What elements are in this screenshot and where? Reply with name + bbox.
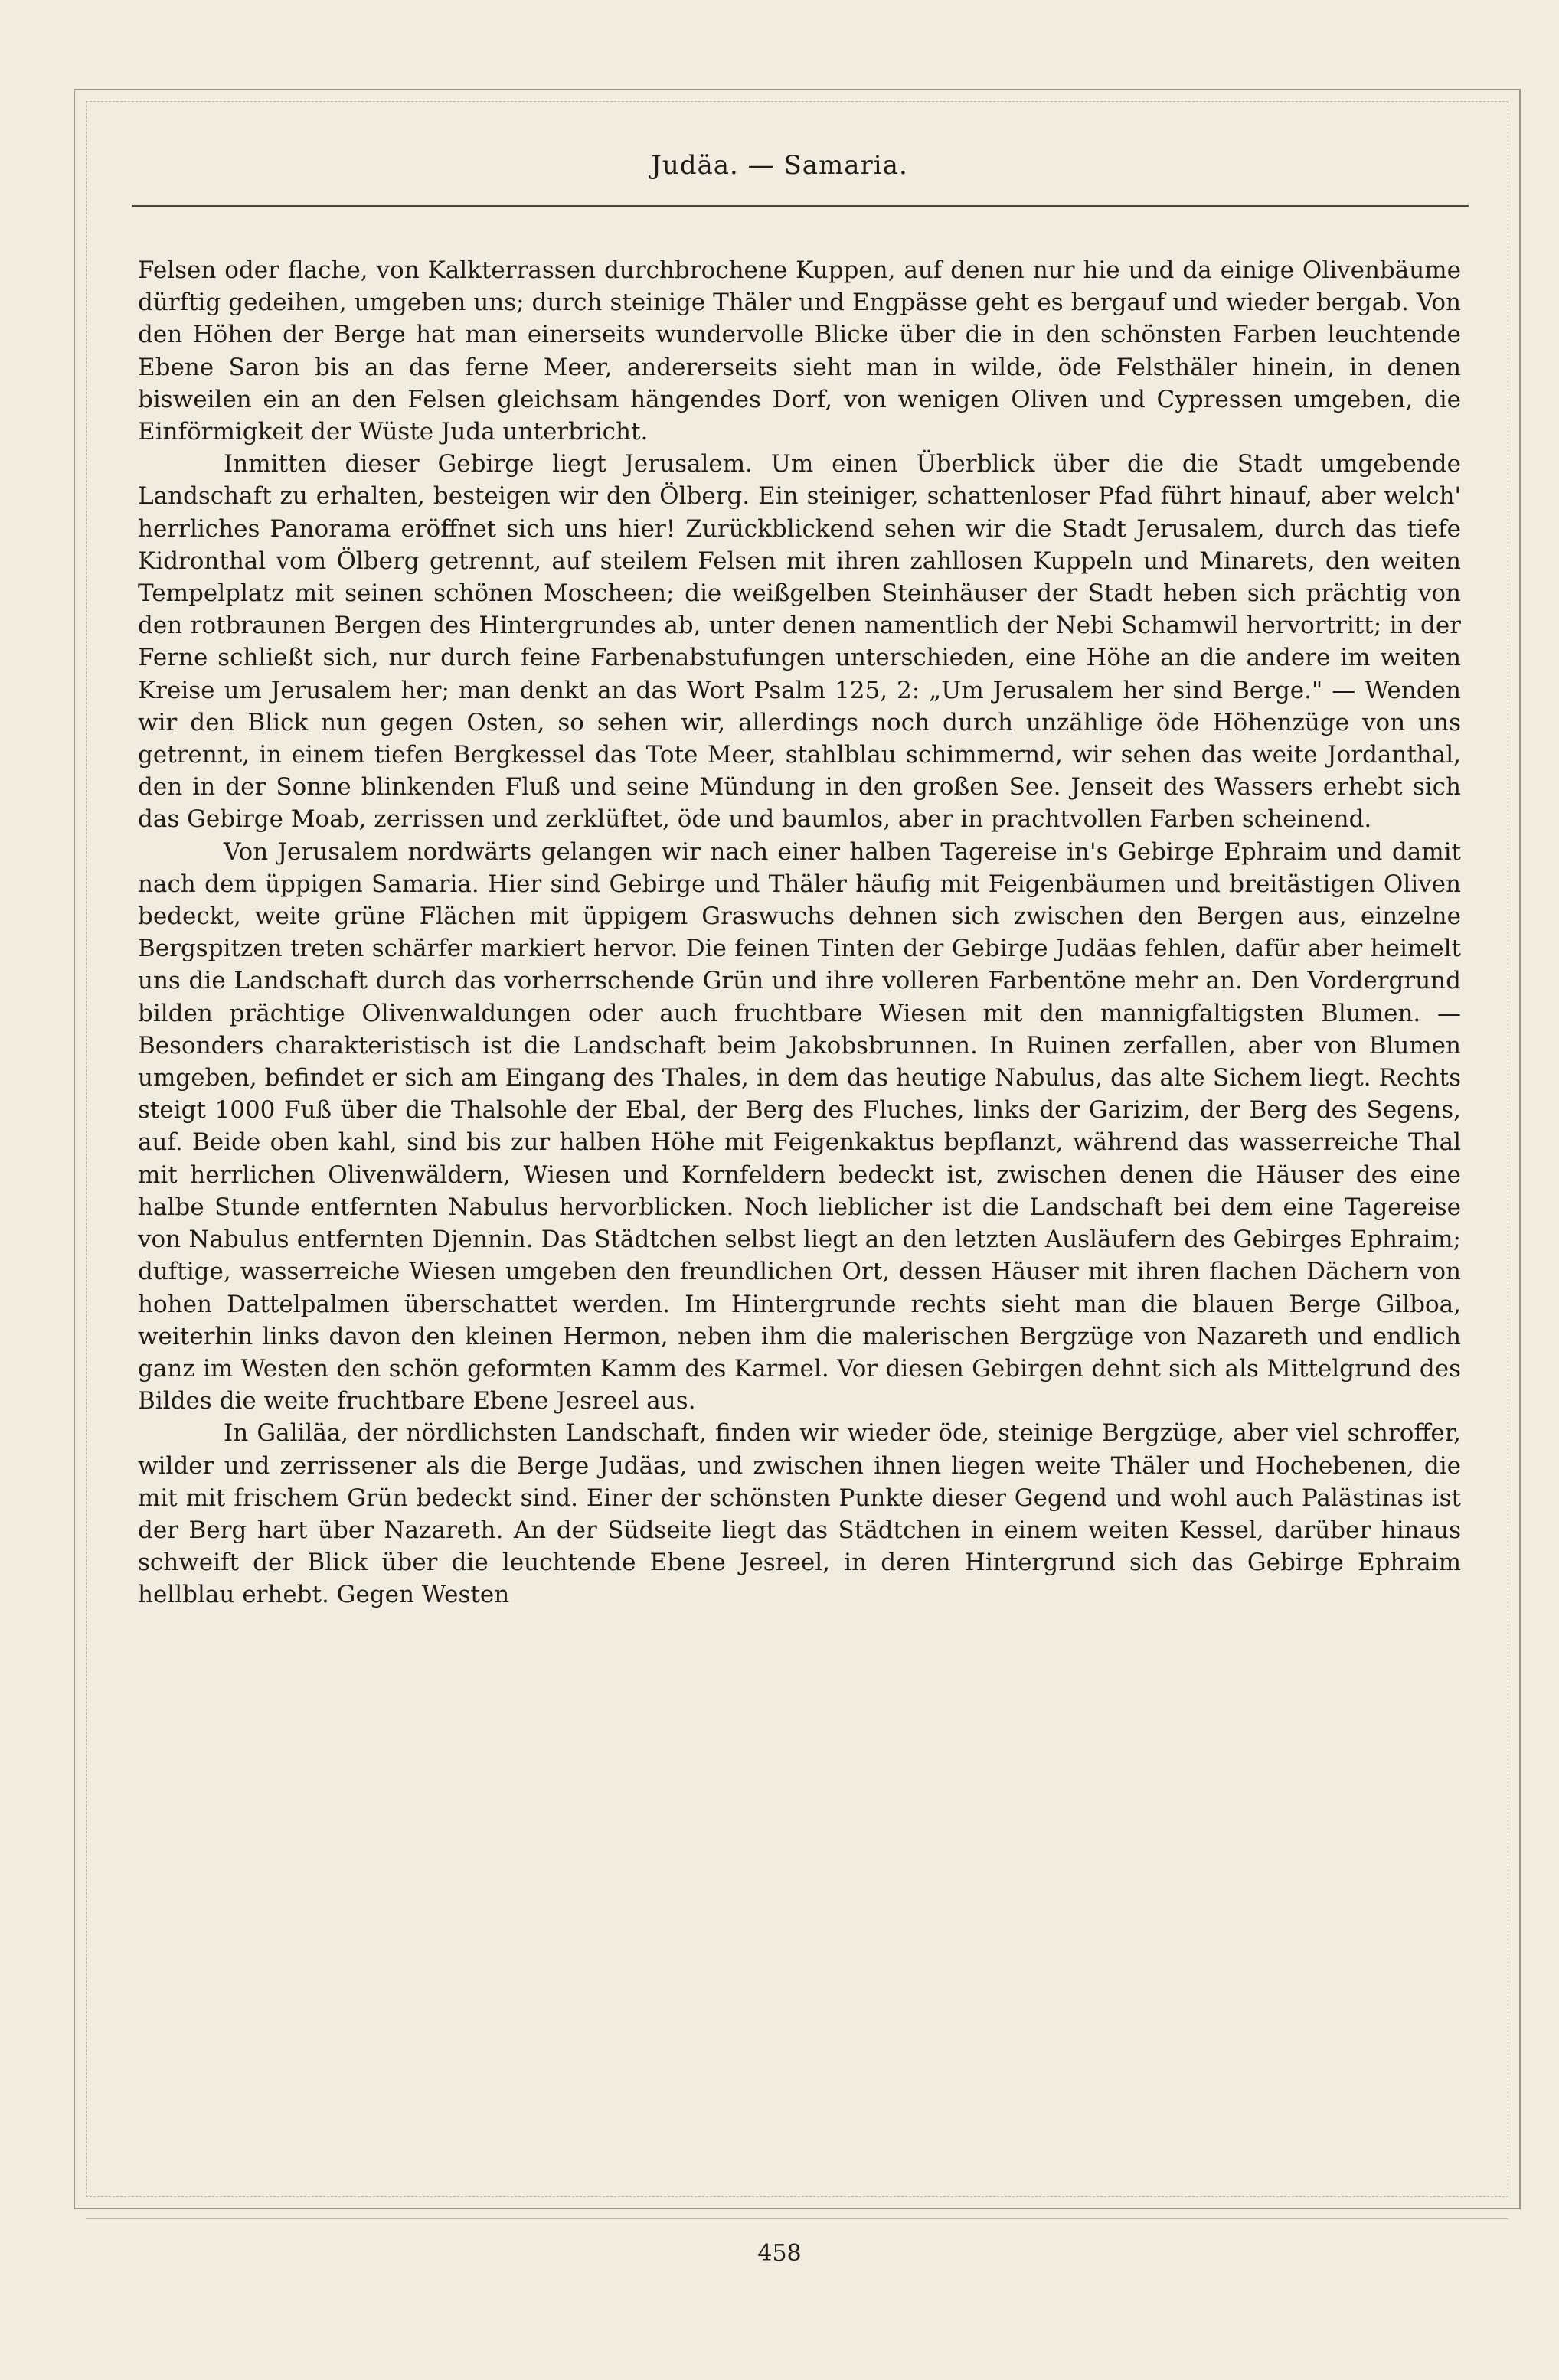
header-rule [132, 205, 1469, 207]
paragraph: Inmitten dieser Gebirge liegt Jerusalem. Um einen Überblick über die die Stadt umgebende Landschaft zu erhalten, besteigen wir den Ölberg. Ein steiniger, schattenloser Pfad führt hinauf, aber welch' herrliches Panorama eröffnet sich uns hier! Zurückblickend sehen wir die Stadt Jerusalem, durch das tiefe Kidronthal vom Ölberg getrennt, auf steilem Felsen mit ihren zahllosen Kuppeln und Minarets, den weiten Tempelplatz mit seinen schönen Moscheen; die weißgelben Steinhäuser der Stadt heben sich prächtig von den rotbraunen Bergen des Hintergrundes ab, unter denen namentlich der Nebi Schamwil hervortritt; in der Ferne schließt sich, nur durch feine Farbenabstufungen unterschieden, eine Höhe an die andere im weiten Kreise um Jerusalem her; man denkt an das Wort Psalm 125, 2: „Um Jerusalem her sind Berge." — Wenden wir den Blick nun gegen Osten, so sehen wir, allerdings noch durch unzählige öde Höhenzüge von uns getrennt, in einem tiefen Bergkessel das Tote Meer, stahlblau schimmernd, wir sehen das weite Jordanthal, den in der Sonne blinkenden Fluß und seine Mündung in den großen See. Jenseit des Wassers erhebt sich das Gebirge Moab, zerrissen und zerklüftet, öde und baumlos, aber in prachtvollen Farben scheinend. [138, 450, 1461, 834]
paragraph: Von Jerusalem nordwärts gelangen wir nach einer halben Tagereise in's Gebirge Ephraim und damit nach dem üppigen Samaria. Hier sind Gebirge und Thäler häufig mit Feigenbäumen und breitästigen Oliven bedeckt, weite grüne Flächen mit üppigem Graswuchs dehnen sich zwischen den Bergen aus, einzelne Bergspitzen treten schärfer markiert hervor. Die feinen Tinten der Gebirge Judäas fehlen, dafür aber heimelt uns die Landschaft durch das vorherrschende Grün und ihre volleren Farbentöne mehr an. Den Vordergrund bilden prächtige Olivenwaldungen oder auch fruchtbare Wiesen mit den mannigfaltigsten Blumen. — Besonders charakteristisch ist die Landschaft beim Jakobsbrunnen. In Ruinen zerfallen, aber von Blumen umgeben, befindet er sich am Eingang des Thales, in dem das heutige Nabulus, das alte Sichem liegt. Rechts steigt 1000 Fuß über die Thalsohle der Ebal, der Berg des Fluches, links der Garizim, der Berg des Segens, auf. Beide oben kahl, sind bis zur halben Höhe mit Feigenkaktus bepflanzt, während das wasserreiche Thal mit herrlichen Olivenwäldern, Wiesen und Kornfeldern bedeckt ist, zwischen denen die Häuser des eine halbe Stunde entfernten Nabulus hervorblicken. Noch lieblicher ist die Landschaft bei dem eine Tagereise von Nabulus entfernten Djennin. Das Städtchen selbst liegt an den letzten Ausläufern des Gebirges Ephraim; duftige, wasserreiche Wiesen umgeben den freundlichen Ort, dessen Häuser mit ihren flachen Dächern von hohen Dattelpalmen überschattet werden. Im Hintergrunde rechts sieht man die blauen Berge Gilboa, weiterhin links davon den kleinen Hermon, neben ihm die malerischen Bergzüge von Nazareth und endlich ganz im Westen den schön geformten Kamm des Karmel. Vor diesen Gebirgen dehnt sich als Mittelgrund des Bildes die weite fruchtbare Ebene Jesreel aus. [138, 837, 1461, 1415]
page-number: 458 [757, 2240, 802, 2267]
running-header: Judäa. — Samaria. [651, 150, 908, 181]
paragraph: In Galiläa, der nördlichsten Landschaft, finden wir wieder öde, steinige Bergzüge, aber viel schroffer, wilder und zerrissener als die Berge Judäas, und zwischen ihnen liegen weite Thäler und Hochebenen, die mit mit frischem Grün bedeckt sind. Einer der schönsten Punkte dieser Gegend und wohl auch Palästinas ist der Berg hart über Nazareth. An der Südseite liegt das Städtchen in einem weiten Kessel, darüber hinaus schweift der Blick über die leuchtende Ebene Jesreel, in deren Hintergrund sich das Gebirge Ephraim hellblau erhebt. Gegen Westen [138, 1419, 1461, 1609]
body-text [138, 254, 1461, 1611]
paragraph: Felsen oder flache, von Kalkterrassen durchbrochene Kuppen, auf denen nur hie und da einige Olivenbäume dürftig gedeihen, umgeben uns; durch steinige Thäler und Engpässe geht es bergauf und wieder bergab. Von den Höhen der Berge hat man einerseits wundervolle Blicke über die in den schönsten Farben leuchtende Ebene Saron bis an das ferne Meer, andererseits sieht man in wilde, öde Felsthäler hinein, in denen bisweilen ein an den Felsen gleichsam hängendes Dorf, von wenigen Oliven und Cypressen umgeben, die Einförmigkeit der Wüste Juda unterbricht. [138, 256, 1461, 446]
footer-rule [86, 2218, 1508, 2219]
